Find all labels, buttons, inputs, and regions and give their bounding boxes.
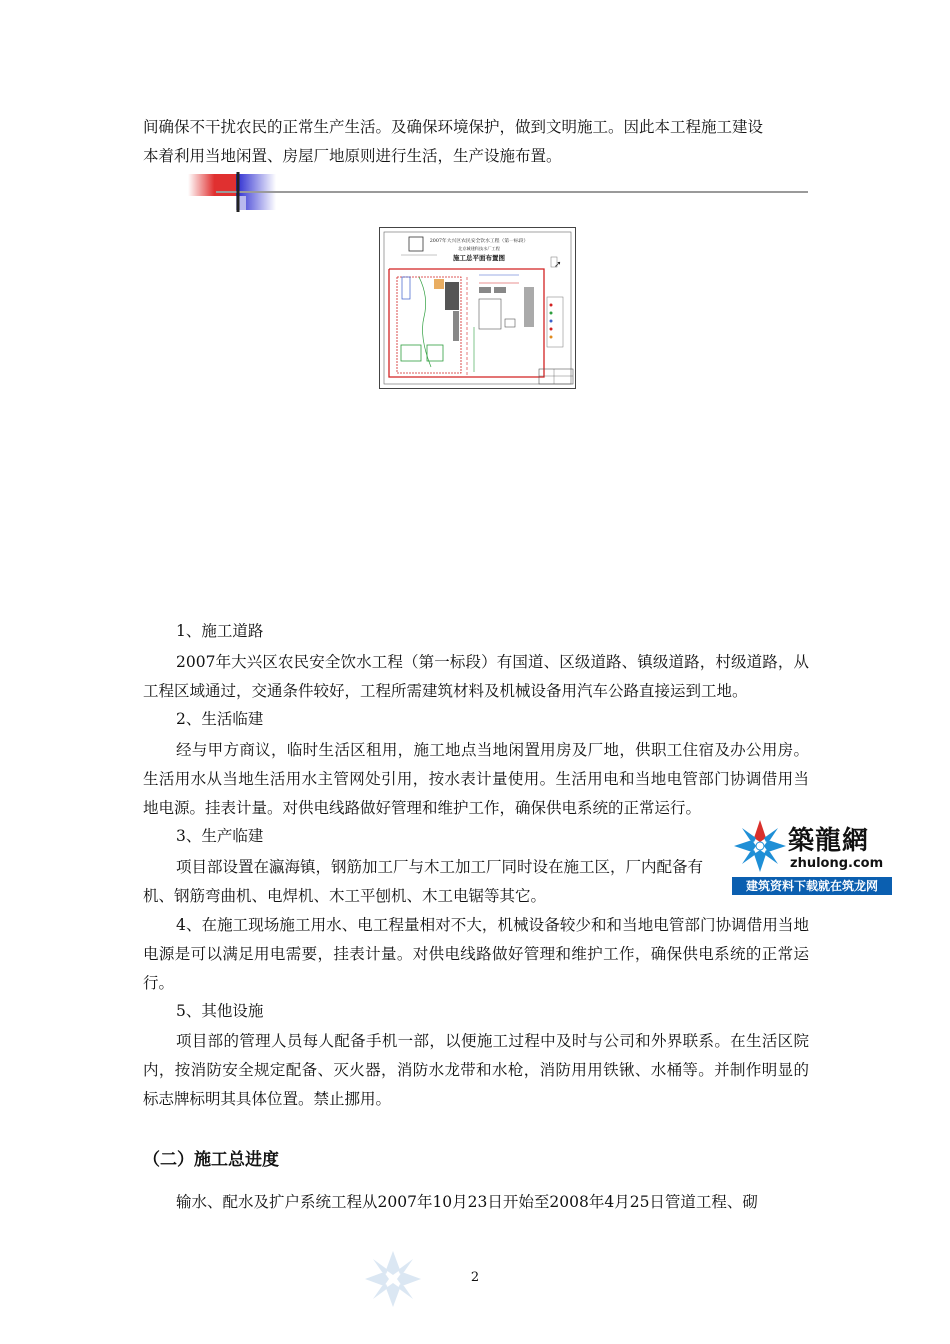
s4-body: 4、在施工现场施工用水、电工程量相对不大，机械设备较少和和当地电管部门协调借用当地电源是可以满足用电需要，挂表计量。对供电线路做好管理和维护工作，确保供电系统的正常运行。 <box>143 916 809 992</box>
s2-body: 经与甲方商议，临时生活区租用，施工地点当地闲置用房及厂地，供职工住宿及办公用房。生活用水从当地生活用水主管网处引用，按水表计量使用。生活用电和当地电管部门协调借用当地电源。挂表计量。对供电线路做好管理和维护工作，确保供电系统的正常运行。 <box>143 741 809 817</box>
s2-heading: 2、生活临建 <box>176 710 264 728</box>
s3-heading: 3、生产临建 <box>176 827 264 845</box>
logo-name: 築龍網 <box>788 826 870 856</box>
s5-heading: 5、其他设施 <box>176 1002 264 1020</box>
logo-tagline: 建筑资料下载就在筑龙网 <box>732 877 892 895</box>
logo-domain: zhulong.com <box>790 856 884 871</box>
intro-line-1: 间确保不干扰农民的正常生产生活。及确保环境保护，做到文明施工。因此本工程施工建设 <box>143 118 764 136</box>
s3-body-line-1: 项目部设置在瀛海镇，钢筋加工厂与木工加工厂同时设在施工区，厂内配备有 <box>176 858 704 876</box>
intro-paragraph <box>143 113 809 171</box>
intro-line-2: 本着利用当地闲置、房屋厂地原则进行生活，生产设施布置。 <box>143 147 562 165</box>
drawing-title-line2: 北京城建科技水厂工程 <box>458 246 500 251</box>
s5-body: 项目部的管理人员每人配备手机一部，以便施工过程中及时与公司和外界联系。在生活区院内，按消防安全规定配备、灭火器，消防水龙带和水枪，消防用用铁锹、水桶等。并制作明显的标志牌标明其具体位置。禁止挪用。 <box>143 1032 809 1108</box>
section2-body: 输水、配水及扩户系统工程从2007年10月23日开始至2008年4月25日管道工程、砌 <box>176 1193 758 1211</box>
page-number: 2 <box>470 1270 480 1285</box>
zhulong-flower-icon <box>732 818 788 876</box>
decorative-divider <box>188 172 808 212</box>
north-arrow-icon: ➚ <box>554 260 562 270</box>
zhulong-logo <box>732 818 892 896</box>
s1-heading: 1、施工道路 <box>176 622 264 640</box>
drawing-title-line1: 2007年大兴区农民安全饮水工程（第一标段） <box>429 239 529 244</box>
section2-title: （二）施工总进度 <box>143 1150 279 1170</box>
drawing-title-main: 施工总平面布置图 <box>453 254 505 262</box>
s3-body-line-2: 机、钢筋弯曲机、电焊机、木工平刨机、木工电锯等其它。 <box>143 887 547 905</box>
s3-body <box>143 853 809 911</box>
site-plan-drawing <box>379 227 576 389</box>
s1-body: 2007年大兴区农民安全饮水工程（第一标段）有国道、区级道路、镇级道路，村级道路，从工程区域通过，交通条件较好，工程所需建筑材料及机械设备用汽车公路直接运到工地。 <box>143 653 809 700</box>
